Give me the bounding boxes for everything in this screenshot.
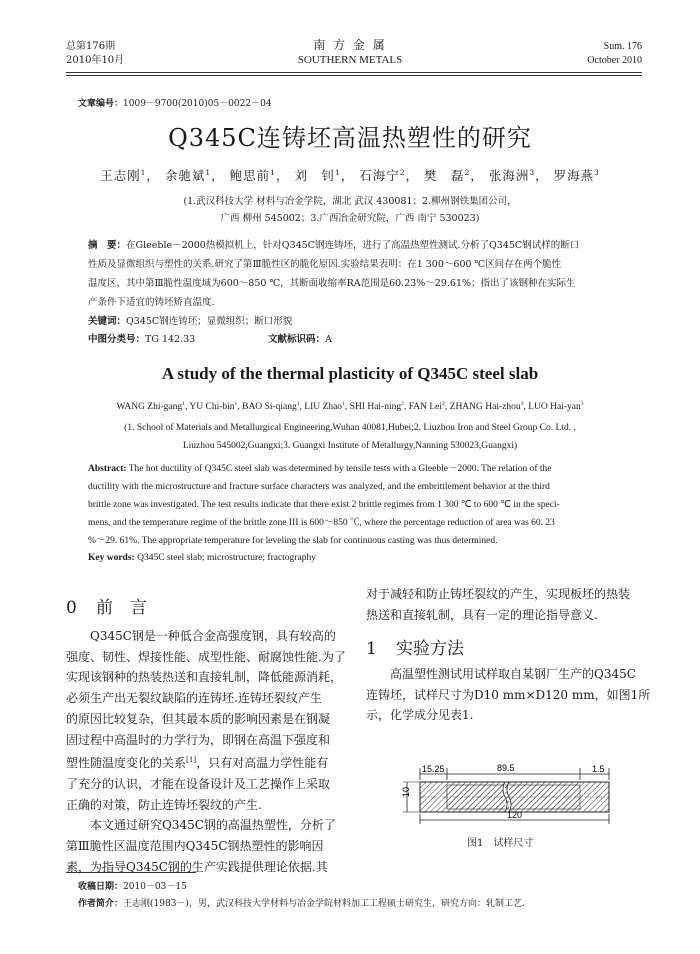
dim-label: 89.5 (497, 763, 515, 773)
text-line: 实现该钢种的热装热送和直接轧制，降低能源消耗， (66, 670, 343, 685)
text-line: 必须生产出无裂纹缺陷的连铸坯.连铸坯裂纹产生 (66, 691, 322, 706)
header-rule-top (66, 72, 642, 73)
affiliation-line: Liuzhou 545002,Guangxi;3. Guangxi Institute of Metallurgy,Nanning 530023,Guangxi) (182, 441, 518, 451)
abstract-cn-line: 温度区，其中第Ⅲ脆性温度域为600～850 ℃，其断面收缩率RA范围是60.23%～29.61%；指出了该钢种在实际生 (88, 278, 576, 289)
text-line: 本文通过研究Q345C钢的高温热塑性，分析了 (90, 818, 336, 833)
text-line: 固过程中高温时的力学行为，即钢在高温下强度和 (66, 732, 331, 747)
author-en: FAN Lei$^2$, (408, 401, 450, 413)
author-en: ZHANG Hai-zhou$^3$, (449, 401, 529, 413)
author-en: WANG Zhi-gang$^1$, (116, 401, 190, 413)
text-line: 塑性随温度变化的关系[1]，只有对高温力学性能有 (66, 755, 329, 771)
text-line: 高温塑性测试用试样取自某钢厂生产的Q345C (390, 667, 636, 681)
abstract-en-line: %～29. 61%. The appropriate temperature for leveling the slab for continuous casting was thus determined. (88, 536, 498, 546)
abstract-cn-line: 产条件下适宜的铸坯矫直温度. (88, 297, 215, 308)
dim-label: 15.25 (422, 764, 445, 774)
abstract-cn-line: 性质及显微组织与塑性的关系.研究了第Ⅲ脆性区的脆化原因.实验结果表明：在1 300～600 ℃区间存在两个脆性 (88, 259, 562, 270)
author-cn: 石海宁$^2$， (359, 167, 420, 183)
keywords-cn-label: 关键词： (88, 316, 127, 327)
author-cn: 王志刚$^1$， (100, 167, 160, 183)
clc-value: TG 142.33 (145, 334, 196, 345)
figure-1-caption: 图1 试样尺寸 (467, 838, 534, 849)
received-date (78, 879, 187, 892)
text-line: 连铸坯，试样尺寸为D10 mm×D120 mm，如图1所 (366, 687, 651, 702)
author-en: YU Chi-bin$^1$, (189, 401, 243, 413)
affiliations-cn (0, 193, 700, 227)
journal-name-cn: 南 方 金 属 (313, 38, 387, 52)
abstract-en-line: Abstract: The hot ductility of Q345C steel slab was determined by tensile tests with a Gleeble－2000. The relation of the (88, 464, 552, 474)
clc-label: 中图分类号： (88, 334, 146, 345)
abstract-en-label: Abstract: (88, 464, 127, 474)
keywords-en-value: Q345C steel slab; microstructure; fractography (137, 553, 316, 563)
author-en: BAO Si-qiang$^1$, (242, 401, 305, 413)
section-number: 0 (66, 598, 77, 618)
doc-code-label: 文献标识码： (268, 334, 326, 345)
text-line: 正确的对策，防止连铸坯裂纹的产生. (66, 797, 262, 812)
abstract-en-line: brittle zone was investigated. The test results indicate that there exist 2 brittle regimes from 1 300 ℃ to 600 ℃ in the speci- (88, 500, 560, 510)
intro-paragraph-1 (66, 626, 356, 877)
author-bio (78, 896, 525, 909)
text-line: 热送和直接轧制，具有一定的理论指导意义. (366, 607, 598, 622)
text-line: 示，化学成分见表1. (366, 708, 474, 723)
keywords-cn-value: Q345C钢连铸坯；显微组织；断口形貌 (126, 316, 293, 327)
author-en: LIU Zhao$^1$, (304, 401, 350, 413)
authors-en (0, 401, 700, 412)
dim-label: 1.5 (592, 764, 605, 774)
header-left (66, 40, 226, 68)
header-rule-bottom (66, 75, 642, 76)
doc-code-value: A (325, 334, 332, 345)
keywords-en (88, 549, 316, 567)
author-bio-value: 王志刚(1983－)，男，武汉科技大学材料与冶金学院材料加工工程硕士研究生，研究方向：轧制工艺. (123, 899, 525, 909)
text-line: 第Ⅲ脆性区温度范围内Q345C钢热塑性的影响因 (66, 839, 324, 854)
author-cn: 张海洲$^3$， (488, 167, 549, 183)
article-number-value: 1009－9700(2010)05－0022－04 (123, 99, 272, 109)
author-cn: 樊 磊$^2$， (424, 167, 484, 183)
abstract-cn-line: 摘 要：在Gleeble－2000热模拟机上，针对Q345C钢连铸坯，进行了高温热塑性测试.分析了Q345C钢试样的断口 (88, 240, 580, 251)
abstract-cn-label: 摘 要： (88, 240, 127, 251)
methods-paragraph (366, 664, 656, 726)
text-line: 的原因比较复杂，但其最本质的影响因素是在钢凝 (66, 711, 331, 726)
author-bio-label: 作者简介： (78, 899, 124, 909)
issue-en: Sum. 176 (603, 41, 642, 52)
article-number-label: 文章编号： (78, 99, 124, 109)
figure-1-specimen-drawing (395, 762, 625, 828)
title-cn: Q345C连铸坯高温热塑性的研究 (168, 124, 532, 152)
received-label: 收稿日期： (78, 882, 124, 892)
dim-label: 120 (507, 810, 523, 820)
affiliation-line: 广西 柳州 545002；3.广西冶金研究院，广西 南宁 530023) (220, 213, 480, 224)
author-cn: 鲍思前$^1$， (229, 167, 290, 183)
received-value: 2010－03－15 (123, 882, 187, 892)
footnote-rule (66, 872, 196, 873)
citation: [1] (186, 755, 197, 765)
affiliations-en (0, 419, 700, 455)
affiliation-line: (1. School of Materials and Metallurgical Engineering,Wuhan 40081,Hubei;2. Liuzhou Iron and Steel Group Co. Ltd. , (124, 423, 576, 433)
author-en: LUO Hai-yan$^3$ (528, 401, 584, 413)
text-line: 了充分的认识，才能在设备设计及工艺操作上采取 (66, 776, 331, 791)
author-cn: 罗海燕$^3$ (553, 167, 600, 183)
dim-label: 10 (401, 786, 411, 797)
article-number (78, 96, 272, 109)
section-heading-intro (66, 593, 147, 618)
affiliation-line: (1.武汉科技大学 材料与冶金学院，湖北 武汉 430081；2.柳州钢铁集团公司， (183, 196, 517, 207)
abstract-en-line: mens, and the temperature regime of the brittle zone III is 600～850 ℃, where the percentage reduction of area was 60. 23 (88, 518, 555, 528)
section-number: 1 (366, 639, 377, 659)
title-en: A study of the thermal plasticity of Q345C steel slab (161, 364, 539, 383)
authors-cn (0, 166, 700, 184)
abstract-en-line: ductility with the microstructure and fracture surface characters was analyzed, and the embrittlement behavior at the third (88, 482, 550, 492)
section-heading-methods (366, 634, 464, 659)
section-title: 实验方法 (396, 639, 464, 659)
text-line: Q345C钢是一种低合金高强度钢，具有较高的 (90, 629, 336, 643)
intro-paragraph-cont (366, 584, 656, 625)
text-line: 对于减轻和防止铸坯裂纹的产生，实现板坯的热装 (366, 587, 631, 601)
journal-name-en: SOUTHERN METALS (297, 54, 403, 66)
issue-cn: 总第176期 (66, 41, 116, 52)
date-cn: 2010年10月 (66, 55, 125, 66)
header-center (250, 38, 450, 68)
document-code (268, 330, 332, 349)
author-en: SHI Hai-ning$^2$, (349, 401, 409, 413)
text-line: 强度、韧性、焊接性能、成型性能、耐腐蚀性能.为了 (66, 649, 346, 664)
keywords-cn (88, 312, 292, 331)
header-right (482, 40, 642, 68)
author-cn: 余驰斌$^1$， (164, 167, 225, 183)
date-en: October 2010 (587, 55, 642, 66)
keywords-en-label: Key words: (88, 553, 135, 563)
clc-number (88, 330, 195, 349)
author-cn: 刘 钊$^1$， (294, 167, 355, 183)
text-line: 素，为指导Q345C钢的生产实践提供理论依据.其 (66, 859, 328, 874)
section-title: 前 言 (96, 598, 147, 618)
